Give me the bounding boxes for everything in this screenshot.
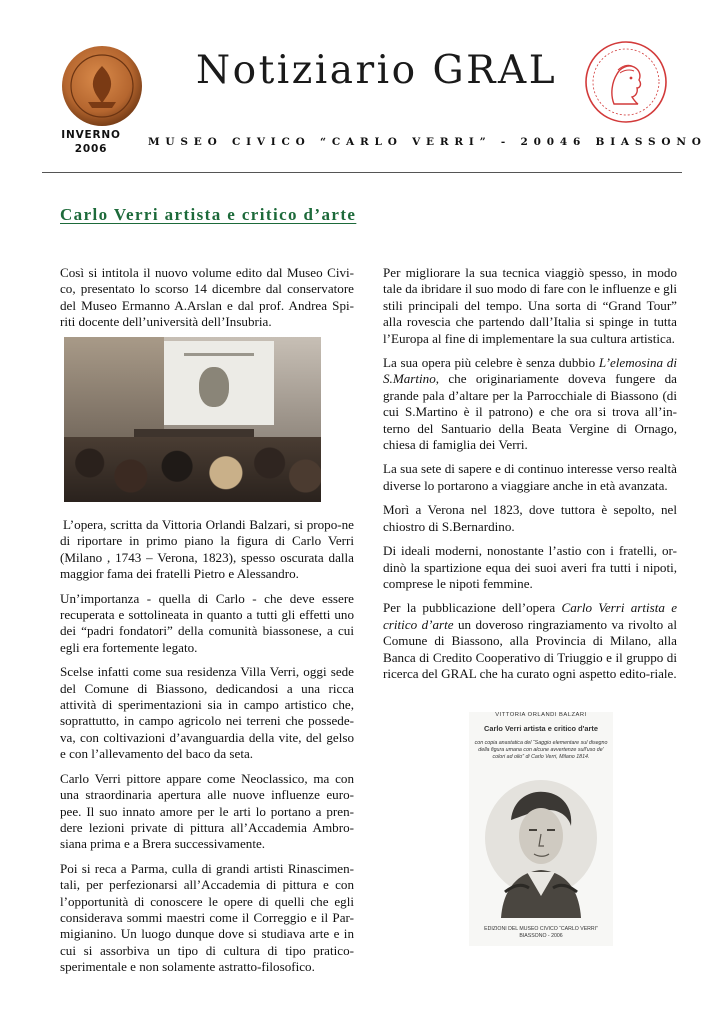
- book-author: VITTORIA ORLANDI BALZARI: [495, 712, 587, 718]
- text: un doveroso ringraziamento va rivolto al Comune di Biassono, alla Provincia di Milano, alla Banca di Credito Cooperativo di Triuggio e il gruppo di ricerca del GRAL che ha curato ogni aspetto edito-riale.: [383, 616, 677, 681]
- left-column-body: [60, 517, 354, 984]
- text: , che originariamente doveva fungere da grande pala d’altare per la Parrocchiale di Biassono (di cui S.Martino è il patrono) e che ora si trova all’in-terno del Santuario della Beata Vergine di Ornago, chiesa di famiglia dei Verri.: [383, 371, 677, 453]
- book-cover-title: Carlo Verri artista e critico d'arte: [484, 724, 598, 733]
- paragraph: Poi si reca a Parma, culla di grandi artisti Rinascimen-tali, per perfezionarsi all’Accademia di pittura e con l’opportunità di conoscere le opere di quelli che egli considerava sommi maestri come il Correggio e il Par-migianino. Un luogo dunque dove si studiava arte e in cui si assorbiva un tipo di cultura di tipo pratico-sperimentale e non solamente astratto-filosofico.: [60, 860, 354, 975]
- left-column-intro: [60, 265, 354, 339]
- paragraph: Un’importanza - quella di Carlo - che deve essere recuperata e sottolineata in quanto a tutti gli effetti uno dei “padri fondatori” della comunità biassonese, a cui egli era fortemente legato.: [60, 590, 354, 655]
- paragraph: [383, 600, 677, 682]
- paragraph: La sua sete di sapere e di continuo interesse verso realtà diverse lo portarono a viaggiare anche in età avanzata.: [383, 461, 677, 493]
- issue-season: [56, 128, 126, 156]
- paragraph: Per migliorare la sua tecnica viaggiò spesso, in modo tale da ibridare il suo modo di fare con le influenze e gli stili principali del tempo. Una sorta di “Grand Tour” alla rovescia che partendo dall’Italia si spinge in tutta l’Europa al fine di implementare la sua cultura artistica.: [383, 265, 677, 346]
- artwork-title: L’elemosina di S.Martino: [383, 355, 677, 387]
- issue-year: 2006: [74, 143, 108, 155]
- intro-paragraph: Così si intitola il nuovo volume edito dal Museo Civi-co, presentato lo scorso 14 dicembre dal conservatore del Museo Ermanno A.Arslan e dal prof. Andrea Spi-riti docente dell’università dell’Insubria.: [60, 265, 354, 330]
- issue-season-label: INVERNO: [61, 129, 121, 141]
- book-publisher: [469, 926, 613, 940]
- paragraph: Di ideali moderni, nonostante l’astio con i fratelli, or-dinò la spartizione equa dei suoi averi fra tutti i nipoti, comprese le nipoti femmine.: [383, 543, 677, 591]
- book-subtitle: con copia anastatica del “Saggio elementare sul disegno della figura umana con alcune avvertenze sull'uso de' colori ad olio” di Carlo Verri, Milano 1814.: [474, 740, 608, 760]
- header-divider: [42, 172, 682, 173]
- presentation-photo: [64, 337, 321, 502]
- text: La sua opera più celebre è senza dubbio: [383, 355, 599, 371]
- carlo-verri-portrait-icon: [471, 780, 611, 918]
- publisher-place-year: BIASSONO - 2006: [519, 933, 563, 939]
- book-cover: [469, 712, 613, 946]
- paragraph: [383, 355, 677, 453]
- gral-coin-logo-icon: [60, 44, 144, 128]
- book-title: Carlo Verri artista e critico d’arte: [383, 600, 678, 632]
- paragraph: L’opera, scritta da Vittoria Orlandi Balzari, si propo-ne di riportare in primo piano la figura di Carlo Verri (Milano , 1743 – Verona, 1823), spesso oscurata dalla maggior fama dei fratelli Pietro e Alessandro.: [60, 517, 354, 582]
- newsletter-title: Notiziario GRAL: [196, 48, 558, 93]
- museum-address: MUSEO CIVICO “CARLO VERRI” - 20046 BIASSONO: [148, 136, 707, 148]
- paragraph: Scelse infatti come sua residenza Villa Verri, oggi sede del Comune di Biassono, dedicandosi a una ricca attività di sperimentazioni sia in campo artistico che, soprattutto, in campo agricolo nei terreni che possede-va, con coltivazioni d’avanguardia della vite, del gelso e con l’allevamento del baco da seta.: [60, 664, 354, 762]
- text: Per la pubblicazione dell’opera: [383, 600, 562, 616]
- paragraph: Morì a Verona nel 1823, dove tuttora è sepolto, nel chiostro di S.Bernardino.: [383, 502, 677, 534]
- paragraph: Carlo Verri pittore appare come Neoclassico, ma con una straordinaria apertura alle nuove influenze euro-pee. Il suo innato amore per le arti lo portano a pren-dere lezioni private di pittura all’Accademia Ambro-siana prima e a Brera successivamente.: [60, 770, 354, 852]
- right-column-body: [383, 265, 677, 690]
- publisher-name: EDIZIONI DEL MUSEO CIVICO “CARLO VERRI”: [484, 926, 598, 932]
- roman-coin-emperor-icon: [584, 40, 668, 124]
- article-headline: Carlo Verri artista e critico d’arte: [60, 205, 357, 224]
